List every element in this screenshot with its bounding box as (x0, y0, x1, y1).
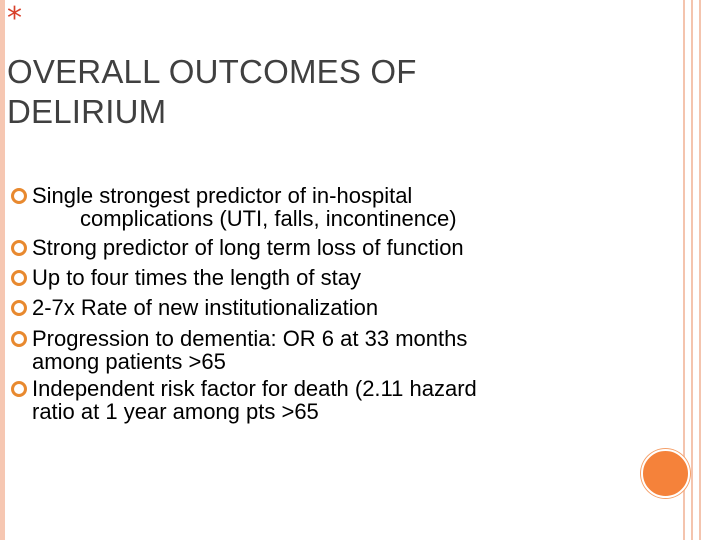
bullet-item-length-of-stay (10, 263, 570, 293)
bullet-list (10, 180, 570, 426)
bullet-text: Single strongest predictor of in-hospital (32, 183, 413, 208)
bullet-text: 2-7x Rate of new institutionalization (32, 295, 379, 320)
bullet-text: Up to four times the length of stay (32, 265, 361, 290)
asterisk-marker-icon: * (7, 1, 22, 36)
bullet-item-loss-of-function (10, 233, 570, 263)
bullet-item-death-risk (10, 377, 570, 423)
ring-bullet-icon (11, 270, 27, 286)
right-decorative-rule (699, 0, 701, 540)
right-decorative-rule (691, 0, 693, 540)
bullet-text: Progression to dementia: OR 6 at 33 months (32, 326, 468, 351)
bullet-text-continuation: among patients >65 (32, 349, 226, 374)
ring-bullet-icon (11, 381, 27, 397)
bullet-item-institutionalization (10, 293, 570, 323)
bullet-text-continuation: ratio at 1 year among pts >65 (32, 399, 319, 424)
ring-bullet-icon (11, 331, 27, 347)
ring-bullet-icon (11, 240, 27, 256)
bullet-item-hospital-complications (10, 184, 570, 230)
slide-title: OVERALL OUTCOMES OF DELIRIUM (7, 53, 417, 130)
bullet-item-dementia (10, 327, 570, 373)
decorative-orange-circle (641, 449, 690, 498)
bullet-text-continuation: complications (UTI, falls, incontinence) (80, 206, 457, 231)
ring-bullet-icon (11, 300, 27, 316)
bullet-text: Independent risk factor for death (2.11 hazard (32, 376, 477, 401)
ring-bullet-icon (11, 188, 27, 204)
bullet-text: Strong predictor of long term loss of function (32, 235, 464, 260)
left-border (0, 0, 5, 540)
